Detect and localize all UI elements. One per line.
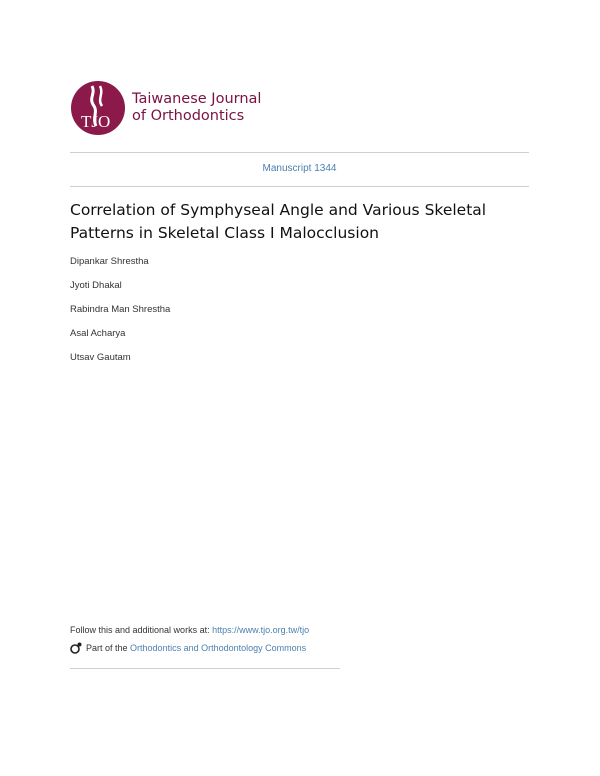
partof-text: Part of the — [86, 643, 128, 653]
author-list — [70, 256, 170, 376]
manuscript-number: Manuscript 1344 — [262, 163, 337, 174]
follow-text: Follow this and additional works at: — [70, 625, 213, 635]
journal-logo — [70, 80, 261, 136]
article-title: Correlation of Symphyseal Angle and Various Skeletal Patterns in Skeletal Class I Malocclusion — [70, 201, 487, 242]
follow-link[interactable]: https://www.tjo.org.tw/tjo — [212, 625, 310, 635]
svg-text:TJO: TJO — [81, 112, 111, 131]
author-name: Utsav Gautam — [70, 352, 131, 363]
commons-link[interactable]: Orthodontics and Orthodontology Commons — [130, 643, 307, 653]
author-name: Jyoti Dhakal — [70, 280, 122, 291]
journal-name-line2: of Orthodontics — [132, 108, 245, 124]
divider — [70, 152, 529, 153]
part-of-line — [70, 642, 306, 654]
journal-name-line1: Taiwanese Journal — [132, 91, 262, 107]
author-name: Asal Acharya — [70, 328, 126, 339]
author-name: Rabindra Man Shrestha — [70, 304, 171, 315]
divider — [70, 668, 340, 669]
network-icon — [70, 642, 82, 654]
author-name: Dipankar Shrestha — [70, 256, 149, 267]
journal-logo-icon — [70, 80, 126, 136]
follow-line — [70, 625, 309, 635]
divider — [70, 186, 529, 187]
